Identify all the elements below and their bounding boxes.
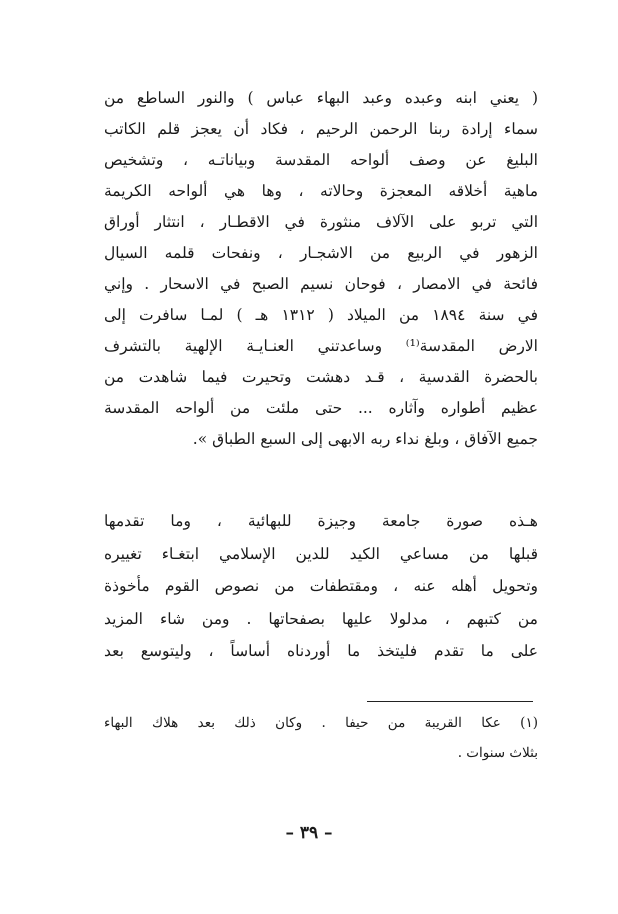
text-line: البليغ عن وصف ألواحه المقدسة وبياناتـه ، وتشخيص	[104, 151, 538, 169]
text-line: بالحضرة القدسية ، قـد دهشت وتحيرت فيما شاهدت من	[104, 368, 538, 386]
text-line: فائحة في الامصار ، فوحان نسيم الصبح في الاسحار . وإني	[104, 275, 538, 293]
paragraph-summary	[104, 505, 538, 668]
footnote-line: بثلاث سنوات .	[457, 745, 538, 761]
text-line: الزهور في الربيع من الاشجـار ، ونفحات قلمه السيال	[104, 244, 538, 262]
text-line: قبلها من مساعي الكيد للدين الإسلامي ابتغـاء تغييره	[104, 544, 538, 563]
text-line: ( يعني ابنه وعبده وعبد البهاء عباس ) والنور الساطع من	[104, 89, 538, 107]
text-line: عظيم أطواره وآثاره ... حتى ملئت من ألواحه المقدسة	[104, 399, 538, 417]
text-line: التي تربو على الآلاف منثورة في الاقطـار ، انتثار أوراق	[104, 213, 538, 231]
text-line: وتحويل أهله عنه ، ومقتطفات من نصوص القوم مأخوذة	[104, 577, 538, 595]
text-line: من كتبهم ، مدلولا عليها بصفحاتها . ومن شاء المزيد	[104, 609, 538, 628]
footnote-divider	[367, 701, 533, 702]
text-line: سماء إرادة ربنا الرحمن الرحيم ، فكاد أن يعجز قلم الكاتب	[104, 120, 538, 138]
text-line: الارض المقدسة⁽¹⁾ وساعدتني العنـايـة الإلهية بالتشرف	[104, 337, 538, 355]
page-number: – ٣٩ –	[285, 823, 333, 843]
footnote-line: (١) عكا القريبة من حيفا . وكان ذلك بعد هلاك البهاء	[104, 715, 538, 731]
text-line: في سنة ١٨٩٤ من الميلاد ( ١٣١٢ هـ ) لمـا سافرت إلى	[104, 306, 538, 324]
footnote	[104, 708, 538, 768]
text-line: هـذه صورة جامعة وجيزة للبهائية ، وما تقدمها	[104, 512, 538, 530]
paragraph-quote	[104, 83, 538, 455]
text-line: جميع الآفاق ، وبلغ نداء ربه الابهى إلى السبع الطباق ».	[192, 430, 538, 448]
text-line: على ما تقدم فليتخذ ما أوردناه أساساً ، وليتوسع بعد	[104, 642, 538, 660]
text-line: ماهية أخلاقه المعجزة وحالاته ، وها هي ألواحه الكريمة	[104, 182, 538, 200]
